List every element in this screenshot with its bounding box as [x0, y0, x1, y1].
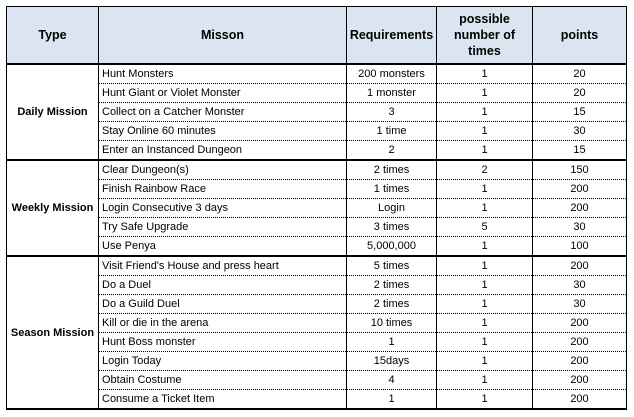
points-cell: 150	[533, 160, 627, 180]
times-cell: 1	[437, 390, 533, 410]
points-cell: 20	[533, 84, 627, 103]
table-row	[7, 103, 627, 122]
times-cell: 1	[437, 371, 533, 390]
missions-table	[6, 6, 627, 410]
mission-cell: Do a Duel	[99, 276, 347, 295]
header-requirements: Requirements	[347, 7, 437, 65]
table-body	[7, 64, 627, 409]
table-row	[7, 333, 627, 352]
points-cell: 200	[533, 314, 627, 333]
mission-cell: Login Today	[99, 352, 347, 371]
times-cell: 1	[437, 180, 533, 199]
requirement-cell: 200 monsters	[347, 64, 437, 84]
table-row	[7, 218, 627, 237]
times-cell: 1	[437, 141, 533, 161]
type-cell: Season Mission	[7, 256, 99, 409]
table-row	[7, 84, 627, 103]
times-cell: 1	[437, 352, 533, 371]
points-cell: 200	[533, 256, 627, 276]
table-row	[7, 160, 627, 180]
table-row	[7, 122, 627, 141]
requirement-cell: 1 monster	[347, 84, 437, 103]
requirement-cell: 2 times	[347, 160, 437, 180]
points-cell: 15	[533, 141, 627, 161]
header-points: points	[533, 7, 627, 65]
times-cell: 1	[437, 84, 533, 103]
points-cell: 20	[533, 64, 627, 84]
table-row	[7, 390, 627, 410]
table-row	[7, 256, 627, 276]
table-row	[7, 237, 627, 257]
times-cell: 1	[437, 333, 533, 352]
table-row	[7, 295, 627, 314]
mission-cell: Kill or die in the arena	[99, 314, 347, 333]
points-cell: 30	[533, 122, 627, 141]
mission-cell: Consume a Ticket Item	[99, 390, 347, 410]
points-cell: 200	[533, 199, 627, 218]
mission-cell: Obtain Costume	[99, 371, 347, 390]
header-times: possible number of times	[437, 7, 533, 65]
table-row	[7, 199, 627, 218]
times-cell: 5	[437, 218, 533, 237]
header-row	[7, 7, 627, 65]
type-cell: Weekly Mission	[7, 160, 99, 256]
points-cell: 30	[533, 276, 627, 295]
mission-cell: Use Penya	[99, 237, 347, 257]
points-cell: 200	[533, 390, 627, 410]
requirement-cell: 2 times	[347, 276, 437, 295]
table-row	[7, 276, 627, 295]
times-cell: 1	[437, 237, 533, 257]
mission-cell: Hunt Monsters	[99, 64, 347, 84]
requirement-cell: 3 times	[347, 218, 437, 237]
requirement-cell: 2 times	[347, 295, 437, 314]
mission-cell: Finish Rainbow Race	[99, 180, 347, 199]
mission-cell: Hunt Boss monster	[99, 333, 347, 352]
requirement-cell: 1 times	[347, 180, 437, 199]
requirement-cell: 3	[347, 103, 437, 122]
points-cell: 200	[533, 180, 627, 199]
mission-cell: Visit Friend's House and press heart	[99, 256, 347, 276]
mission-cell: Hunt Giant or Violet Monster	[99, 84, 347, 103]
points-cell: 100	[533, 237, 627, 257]
table-row	[7, 371, 627, 390]
requirement-cell: 1	[347, 333, 437, 352]
header-type: Type	[7, 7, 99, 65]
requirement-cell: 4	[347, 371, 437, 390]
mission-cell: Collect on a Catcher Monster	[99, 103, 347, 122]
requirement-cell: 5 times	[347, 256, 437, 276]
points-cell: 200	[533, 352, 627, 371]
requirement-cell: 10 times	[347, 314, 437, 333]
times-cell: 1	[437, 256, 533, 276]
requirement-cell: 1 time	[347, 122, 437, 141]
points-cell: 200	[533, 333, 627, 352]
times-cell: 1	[437, 64, 533, 84]
table-row	[7, 64, 627, 84]
points-cell: 30	[533, 295, 627, 314]
mission-cell: Try Safe Upgrade	[99, 218, 347, 237]
times-cell: 1	[437, 295, 533, 314]
times-cell: 1	[437, 103, 533, 122]
times-cell: 1	[437, 314, 533, 333]
times-cell: 1	[437, 276, 533, 295]
type-cell: Daily Mission	[7, 64, 99, 160]
times-cell: 2	[437, 160, 533, 180]
mission-cell: Do a Guild Duel	[99, 295, 347, 314]
table-row	[7, 180, 627, 199]
header-mission: Misson	[99, 7, 347, 65]
requirement-cell: 5,000,000	[347, 237, 437, 257]
times-cell: 1	[437, 122, 533, 141]
points-cell: 30	[533, 218, 627, 237]
times-cell: 1	[437, 199, 533, 218]
requirement-cell: 15days	[347, 352, 437, 371]
mission-cell: Enter an Instanced Dungeon	[99, 141, 347, 161]
table-row	[7, 141, 627, 161]
table-row	[7, 314, 627, 333]
points-cell: 15	[533, 103, 627, 122]
mission-cell: Clear Dungeon(s)	[99, 160, 347, 180]
table-row	[7, 352, 627, 371]
mission-cell: Stay Online 60 minutes	[99, 122, 347, 141]
requirement-cell: Login	[347, 199, 437, 218]
points-cell: 200	[533, 371, 627, 390]
requirement-cell: 1	[347, 390, 437, 410]
requirement-cell: 2	[347, 141, 437, 161]
mission-cell: Login Consecutive 3 days	[99, 199, 347, 218]
